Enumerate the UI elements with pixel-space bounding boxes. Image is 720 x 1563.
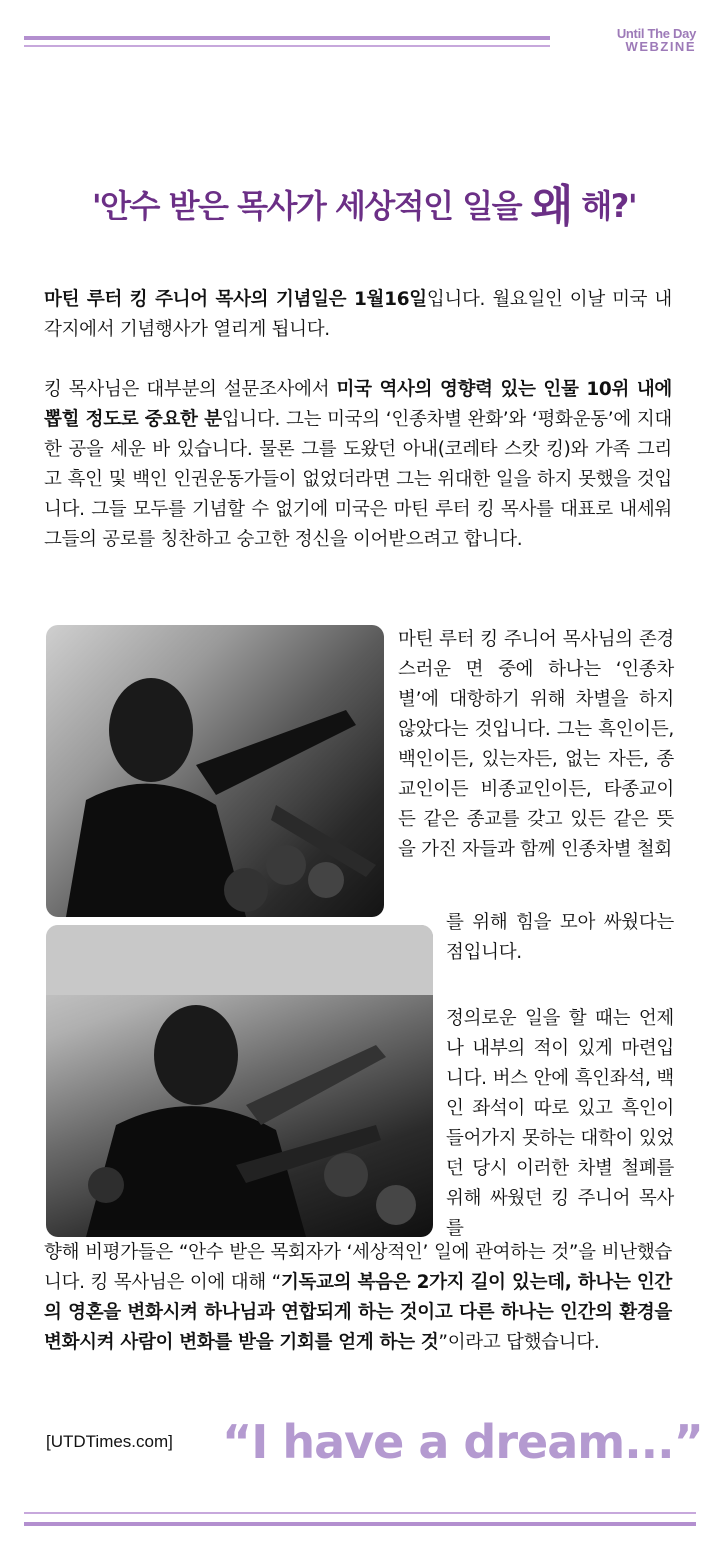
paragraph-no-discrimination-end: 를 위해 힘을 모아 싸웠다는 점입니다. — [446, 912, 674, 963]
significance-b: 입니다. 그는 미국의 ‘인종차별 완화’와 ‘평화운동’에 지대한 공을 세운 바 있습니다. 물론 그를 도왔던 아내(코레타 스캇 킹)와 가족 그리고 흑인 및 백인 인권운동가들이 없었더라면 그는 위대한 일을 하지 못했을 것입니다. 그들 모두를 기념할 수 없기에 미국은 마틴 루터 킹 목사를 대표로 내세워 그들의 공로를 칭찬하고 숭고한 정신을 이어받으려고 합니다. — [44, 409, 673, 550]
critics-a: 향해 비평가들은 “안수 받은 목회자가 ‘세상적인’ 일에 관여하는 것”을 비난했습니다. 킹 목사님은 이에 대해 “ — [44, 1242, 672, 1293]
paragraph-intro — [44, 285, 672, 345]
photo-king-speaking — [46, 625, 384, 917]
photo-king-at-podium — [46, 925, 433, 1237]
critics-b: ”이라고 답했습니다. — [438, 1332, 600, 1353]
header-rule-top — [24, 36, 550, 40]
headline-before: '안수 받은 목사가 세상적인 일을 — [91, 187, 531, 225]
headline-after: 해?' — [571, 187, 637, 225]
paragraph-no-discrimination-side: 마틴 루터 킹 주니어 목사님의 존경스러운 면 중에 하나는 ‘인종차별’에 대항하기 위해 차별을 하지 않았다는 것입니다. 그는 흑인이든, 백인이든, 있는자든, 없는 자든, 종교인이든 비종교인이든, 타종교이든 같은 종교를 갖고 있든 같은 뜻을 가진 자들과 함께 인종차별 철회 — [398, 629, 674, 860]
significance-bold: 미국 역사의 영향력 있는 인물 10위 내에 뽑힐 정도로 중요한 분 — [44, 379, 672, 430]
footer-rule-top — [24, 1512, 696, 1514]
paragraph-critics-response — [44, 1238, 672, 1358]
headline-emphasis: 왜 — [530, 181, 572, 232]
significance-a: 킹 목사님은 대부분의 설문조사에서 — [44, 379, 337, 400]
intro-bold: 마틴 루터 킹 주니어 목사의 기념일은 1월16일 — [44, 289, 427, 310]
footer-rule-bottom — [24, 1522, 696, 1526]
paragraph-critics-side: 정의로운 일을 할 때는 언제나 내부의 적이 있게 마련입니다. 버스 안에 흑인좌석, 백인 좌석이 따로 있고 흑인이 들어가지 못하는 대학이 있었던 당시 이러한 차별 철폐를 위해 싸웠던 킹 주니어 목사를 — [446, 1008, 674, 1239]
intro-rest: 입니다. 월요일인 이날 미국 내 각지에서 기념행사가 열리게 됩니다. — [44, 289, 672, 340]
critics-bold-quote: 기독교의 복음은 2가지 길이 있는데, 하나는 인간의 영혼을 변화시켜 하나님과 연합되게 하는 것이고 다른 하나는 인간의 환경을 변화시켜 사람이 변화를 받을 기회를 얻게 하는 것 — [44, 1272, 672, 1353]
logo-line1: Until The Day — [616, 26, 696, 41]
paragraph-significance — [44, 375, 672, 555]
header-rule-bottom — [24, 45, 550, 47]
article-headline — [44, 170, 684, 234]
source-credit: [UTDTimes.com] — [46, 1432, 173, 1451]
logo-line2: WEBZINE — [625, 39, 696, 54]
dream-quote: “I have a dream...” — [222, 1415, 703, 1469]
webzine-logo — [617, 27, 696, 53]
